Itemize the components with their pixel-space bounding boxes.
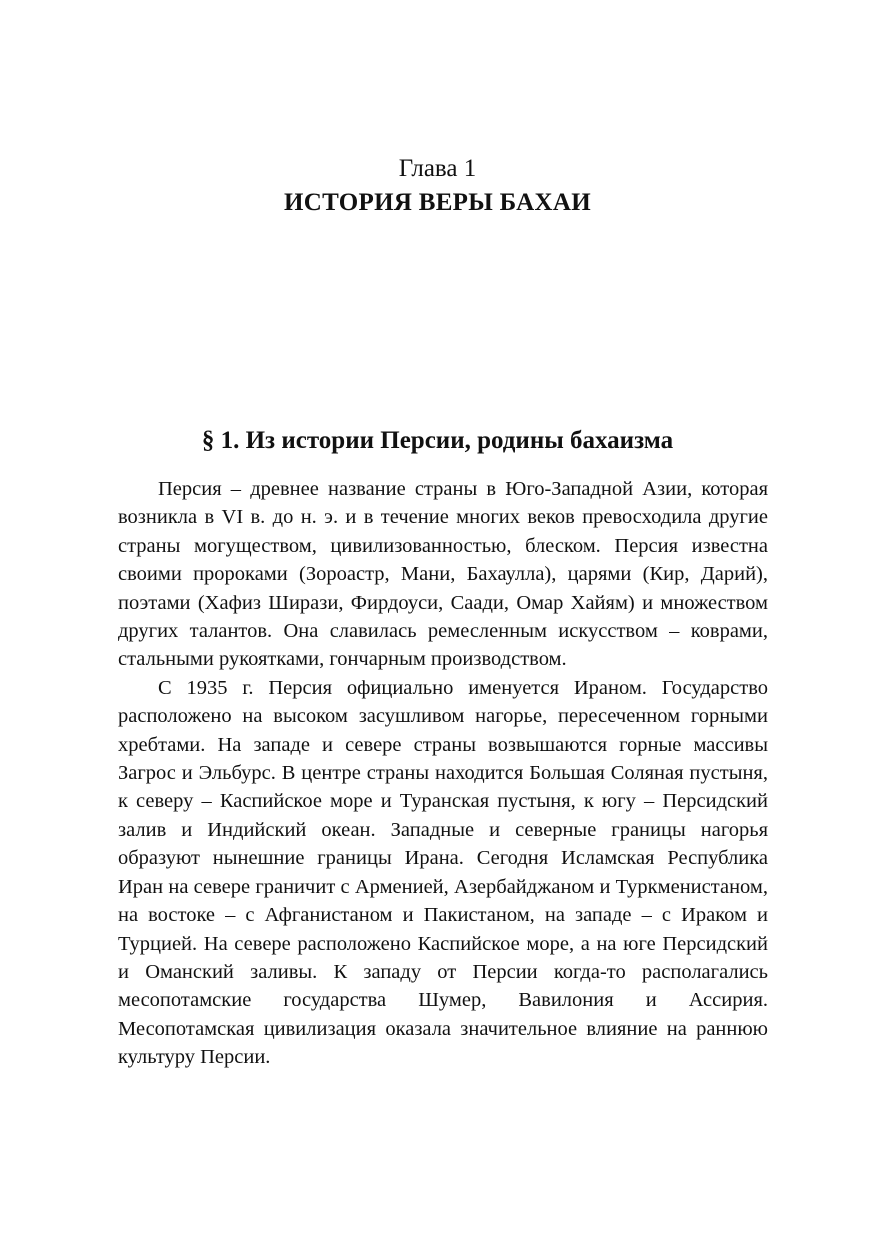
chapter-title: ИСТОРИЯ ВЕРЫ БАХАИ	[284, 189, 591, 216]
section-title: § 1. Из истории Персии, родины бахаизма	[201, 427, 674, 454]
chapter-label: Глава 1	[398, 155, 477, 182]
paragraph-2: С 1935 г. Персия официально именуется Ираном. Государство расположено на высоком засушливом нагорье, пересеченном горными хребтами. На западе и севере страны возвышаются горные массивы Загрос и Эльбурс. В центре страны находится Большая Соляная пустыня, к северу – Каспийское море и Туранская пустыня, к югу – Персидский залив и Индийский океан. Западные и северные границы нагорья образуют нынешние границы Ирана. Сегодня Исламская Республика Иран на севере граничит с Арменией, Азербайджаном и Туркменистаном, на востоке – с Афганистаном и Пакистаном, на западе – с Ираком и Турцией. На севере расположено Каспийское море, а на юге Персидский и Оманский заливы. К западу от Персии когда-то располагались месопотамские государства Шумер, Вавилония и Ассирия. Месопотамская цивилизация оказала значительное влияние на раннюю культуру Персии.	[118, 676, 768, 1069]
body-text	[118, 475, 768, 1072]
paragraph-1: Персия – древнее название страны в Юго-Западной Азии, которая возникла в VI в. до н. э. и в течение многих веков превосходила другие страны могуществом, цивилизованностью, блеском. Персия известна своими пророками (Зороастр, Мани, Бахаулла), царями (Кир, Дарий), поэтами (Хафиз Ширази, Фирдоуси, Саади, Омар Хайям) и множеством других талантов. Она славилась ремесленным искусством – коврами, стальными рукоятками, гончарным производством.	[118, 478, 768, 671]
